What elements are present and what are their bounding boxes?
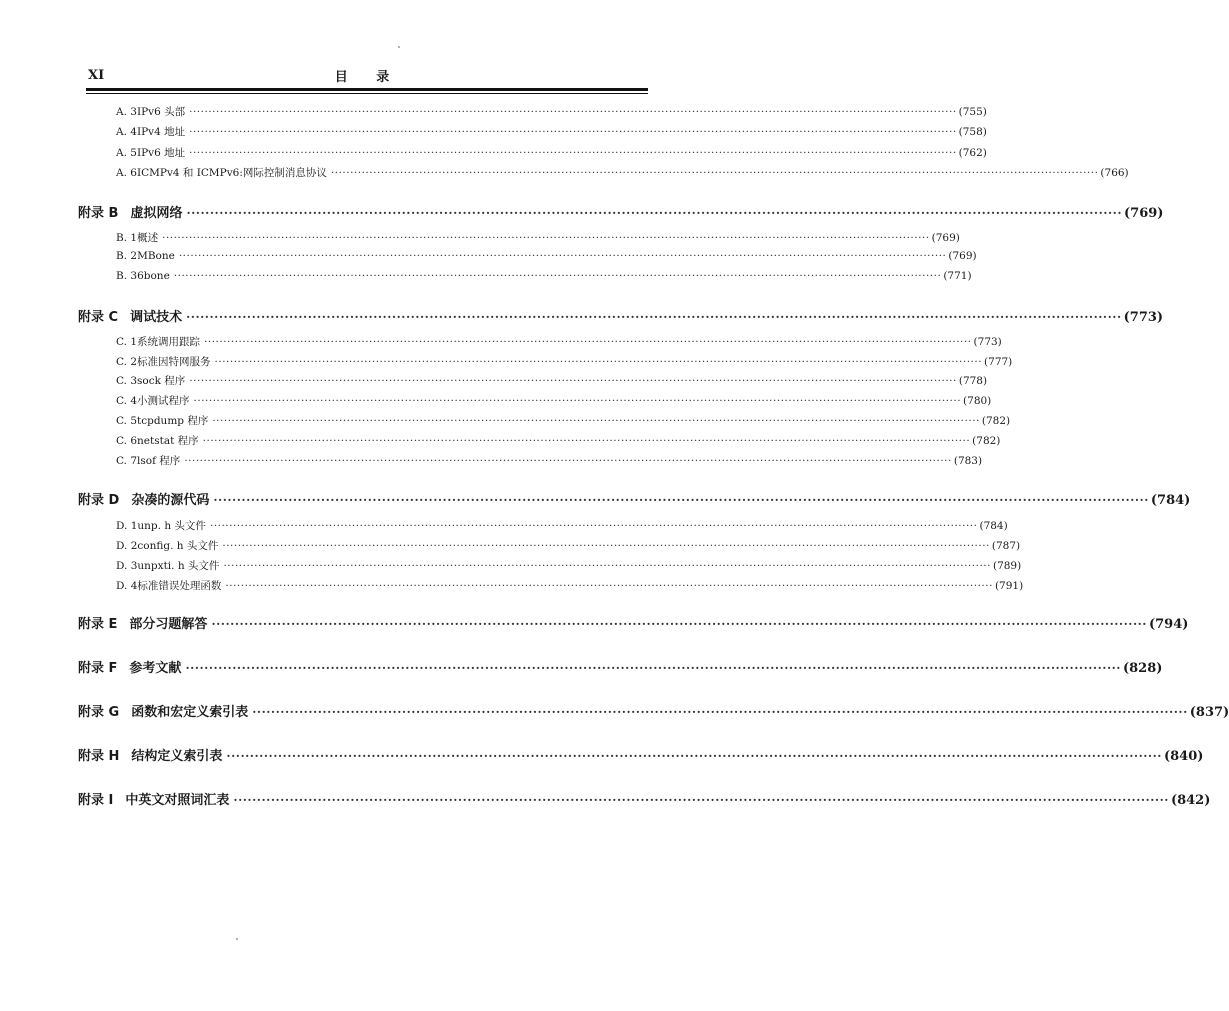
entry-number: A. 3 [116,106,137,118]
dot-leader: ········································································································································································································ [189,106,957,118]
entry-page-number: (784) [979,520,1008,532]
page-header [88,66,648,86]
dot-leader: ········································································································································································································ [204,336,972,348]
dot-leader: ········································································································································································································ [193,395,962,407]
toc-section-entry[interactable] [116,104,987,122]
entry-number: C. 6 [116,435,138,447]
entry-title: lsof 程序 [137,455,181,467]
entry-number: D. 4 [116,580,138,592]
toc-section-entry[interactable] [116,393,992,411]
entry-page-number: (771) [943,270,972,282]
dot-leader: ········································································································································································································ [173,270,942,282]
entry-title: unpxti. h 头文件 [137,560,220,572]
toc-section-entry[interactable] [116,230,960,248]
entry-number: B. 2 [116,250,138,262]
toc-appendix-entry[interactable] [78,202,1164,224]
entry-title: config. h 头文件 [137,540,219,552]
dot-leader: ········································································································································································································ [211,617,1147,631]
toc-appendix-entry[interactable] [78,613,1189,635]
entry-title: sock 程序 [137,375,186,387]
entry-title: 部分习题解答 [129,617,208,632]
entry-title: unp. h 头文件 [137,520,206,532]
entry-title: IPv4 地址 [136,126,186,138]
dot-leader: ········································································································································································································ [189,375,957,387]
entry-page-number: (769) [931,232,960,244]
scan-speck [398,46,400,48]
entry-page-number: (791) [994,580,1024,592]
entry-number: A. 6 [116,167,137,179]
entry-number: C. 4 [116,395,138,407]
entry-title: 小测试程序 [137,395,190,407]
entry-page-number: (794) [1148,617,1189,632]
entry-page-number: (777) [984,356,1013,368]
entry-number: C. 5 [116,415,138,427]
entry-page-number: (766) [1100,167,1129,179]
entry-page-number: (773) [973,336,1002,348]
header-rule-thick [86,88,648,91]
toc-section-entry[interactable] [116,538,1021,556]
entry-number: D. 2 [116,540,138,552]
dot-leader: ········································································································································································································ [178,250,947,262]
header-rule-thin [86,93,648,94]
entry-page-number: (782) [972,435,1001,447]
toc-section-entry[interactable] [116,558,1022,576]
dot-leader: ········································································································································································································ [186,310,1122,324]
entry-number: 附录 B [78,206,119,221]
entry-title: 概述 [137,232,159,244]
entry-title: 标准错误处理函数 [137,580,222,592]
entry-number: D. 3 [116,560,138,572]
entry-page-number: (840) [1163,749,1204,764]
dot-leader: ········································································································································································································ [225,580,993,592]
entry-number: C. 7 [116,455,138,467]
entry-page-number: (778) [958,375,988,387]
page-title: 目 录 [334,70,402,85]
entry-page-number: (837) [1189,705,1229,720]
dot-leader: ········································································································································································································ [162,232,930,244]
entry-page-number: (828) [1122,661,1163,676]
entry-number: A. 4 [116,126,137,138]
dot-leader: ········································································································································································································ [184,455,952,467]
dot-leader: ········································································································································································································ [189,147,957,159]
toc-appendix-entry[interactable] [78,701,1229,723]
entry-number: C. 3 [116,375,138,387]
entry-number: 附录 I [78,793,114,808]
toc-section-entry[interactable] [116,518,1008,536]
toc-appendix-entry[interactable] [78,489,1191,511]
entry-title: netstat 程序 [137,435,199,447]
entry-number: B. 1 [116,232,138,244]
dot-leader: ········································································································································································································ [186,206,1122,220]
toc-appendix-entry[interactable] [78,745,1204,767]
entry-page-number: (762) [958,147,987,159]
toc-section-entry[interactable] [116,354,1013,372]
entry-number: A. 5 [116,147,137,159]
entry-title: 系统调用跟踪 [137,336,201,348]
entry-title: IPv6 地址 [136,147,186,159]
toc-section-entry[interactable] [116,334,1002,352]
entry-number: C. 1 [116,336,138,348]
entry-number: 附录 E [78,617,118,632]
entry-page-number: (755) [958,106,987,118]
toc-section-entry[interactable] [116,250,977,268]
entry-number: 附录 C [78,310,119,325]
entry-title: 中英文对照词汇表 [125,793,230,808]
toc-appendix-entry[interactable] [78,306,1164,328]
entry-page-number: (782) [981,415,1011,427]
toc-section-entry[interactable] [116,413,1011,431]
entry-page-number: (769) [948,250,977,262]
dot-leader: ········································································································································································································ [214,356,983,368]
dot-leader: ········································································································································································································ [252,705,1188,719]
dot-leader: ········································································································································································································ [185,661,1121,675]
toc-section-entry[interactable] [116,373,988,391]
dot-leader: ········································································································································································································ [226,749,1162,763]
entry-number: 附录 D [78,493,120,508]
entry-page-number: (789) [992,560,1022,572]
toc-section-entry[interactable] [116,145,987,163]
entry-title: 结构定义索引表 [131,749,223,764]
entry-title: 杂凑的源代码 [131,493,210,508]
entry-page-number: (783) [953,455,983,467]
entry-number: 附录 G [78,705,120,720]
toc-section-entry[interactable] [116,578,1024,596]
entry-number: B. 3 [116,270,138,282]
entry-page-number: (842) [1170,793,1211,808]
dot-leader: ········································································································································································································ [222,540,990,552]
entry-number: D. 1 [116,520,138,532]
entry-number: 附录 F [78,661,118,676]
dot-leader: ········································································································································································································ [189,126,957,138]
toc-section-entry[interactable] [116,433,1001,451]
toc-section-entry[interactable] [116,453,983,471]
entry-title: IPv6 头部 [136,106,186,118]
entry-page-number: (769) [1124,206,1164,221]
dot-leader: ········································································································································································································ [212,415,980,427]
entry-page-number: (758) [958,126,987,138]
entry-title: 参考文献 [129,661,182,676]
entry-title: 函数和宏定义索引表 [131,705,249,720]
entry-title: 标准因特网服务 [137,356,211,368]
dot-leader: ········································································································································································································ [213,493,1149,507]
toc-section-entry[interactable] [116,165,1129,183]
scan-speck [236,938,238,940]
entry-page-number: (780) [963,395,992,407]
entry-title: ICMPv4 和 ICMPv6:网际控制消息协议 [136,167,327,179]
dot-leader: ········································································································································································································ [233,793,1169,807]
entry-title: 调试技术 [130,310,183,325]
dot-leader: ········································································································································································································ [330,167,1099,179]
toc-section-entry[interactable] [116,124,987,142]
entry-title: 虚拟网络 [130,206,183,221]
dot-leader: ········································································································································································································ [202,435,971,447]
toc-section-entry[interactable] [116,270,972,288]
entry-title: MBone [137,250,175,262]
toc-appendix-entry[interactable] [78,789,1211,811]
toc-appendix-entry[interactable] [78,657,1163,679]
dot-leader: ········································································································································································································ [209,520,978,532]
entry-page-number: (787) [991,540,1021,552]
page-number: XI [88,68,105,83]
entry-title: tcpdump 程序 [137,415,209,427]
entry-number: C. 2 [116,356,138,368]
entry-title: 6bone [137,270,170,282]
entry-page-number: (773) [1123,310,1164,325]
dot-leader: ········································································································································································································ [223,560,991,572]
entry-number: 附录 H [78,749,120,764]
entry-page-number: (784) [1150,493,1191,508]
